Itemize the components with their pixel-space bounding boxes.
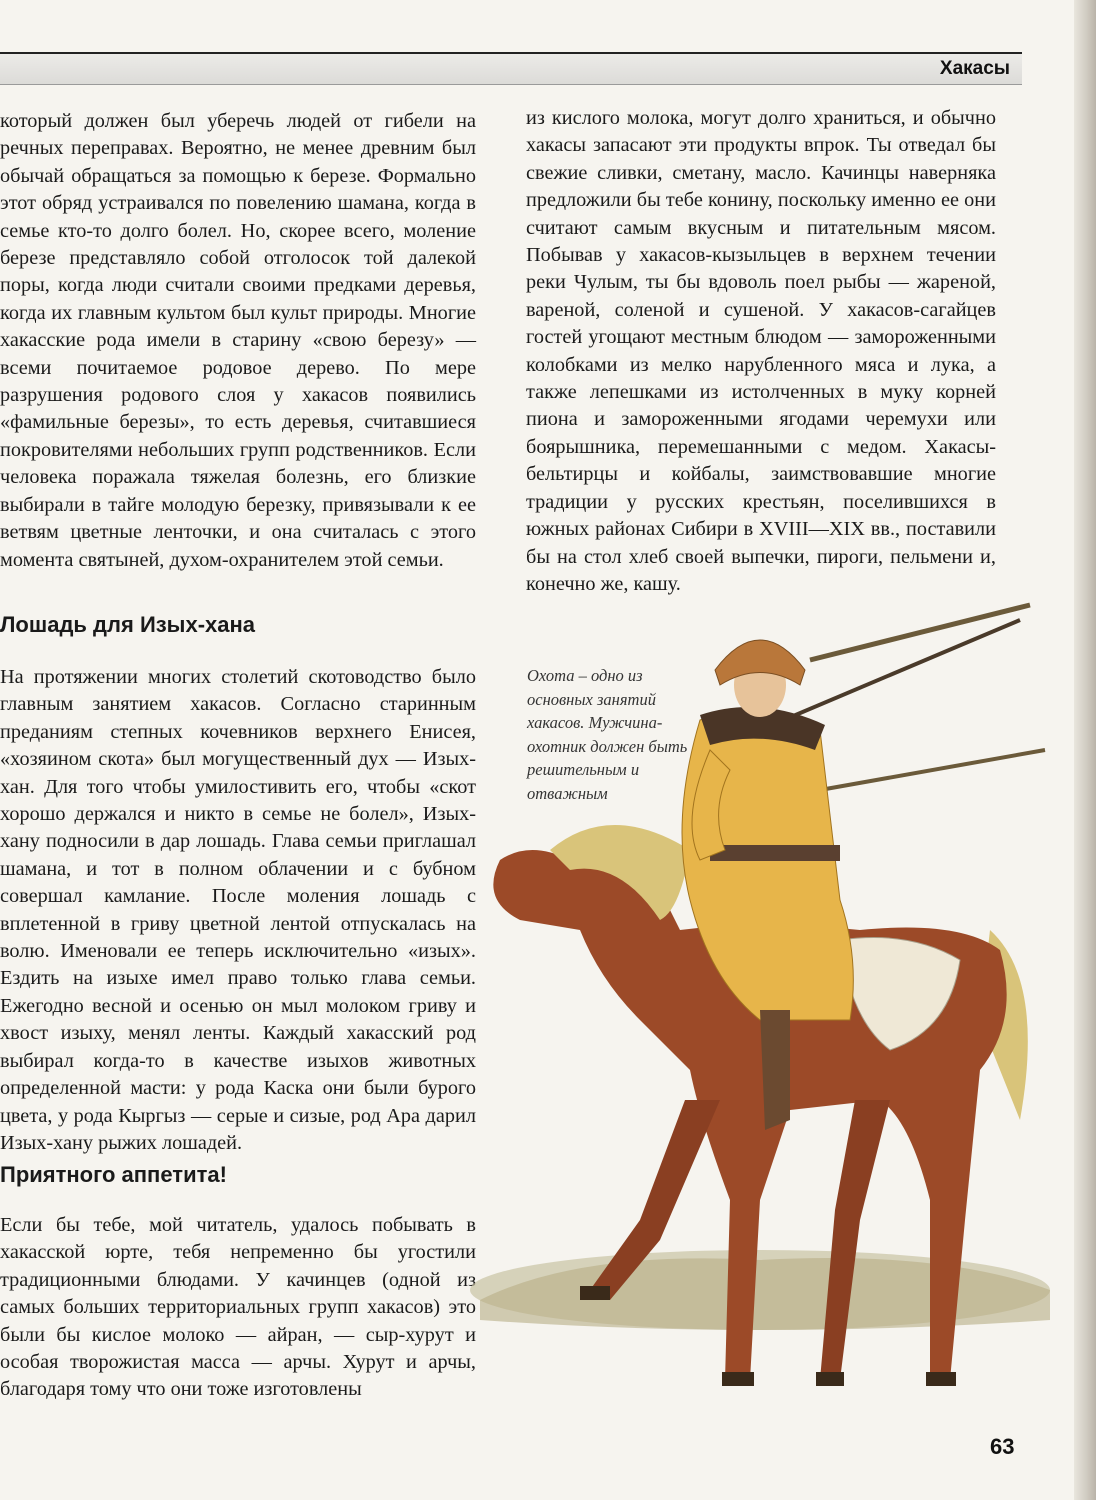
section-heading-food: Приятного аппетита! xyxy=(0,1162,227,1187)
right-column xyxy=(526,105,996,598)
section-heading-horse: Лошадь для Изых-хана xyxy=(0,612,256,637)
page-number: 63 xyxy=(990,1434,1015,1459)
paragraph-intro: который должен был уберечь людей от гибели на речных переправах. Вероятно, не менее древним был обычай обращаться за помощью к березе. Формально этот обряд устраивался по повелению шамана, когда в семье кто-то долго болел. Но, скорее всего, моление березе представляло собой отголосок той далекой поры, когда люди считали своими предками деревья, когда их главным культом был культ природы. Многие хакасские рода имели в старину «свою березу» — всеми почитаемое родовое дерево. По мере разрушения родового слоя у хакасов появились «фамильные березы», то есть деревья, считавшиеся покровителями небольших групп родственников. Если человека поражала тяжелая болезнь, его близкие выбирали в тайге молодую березку, привязывали к ее ветвям цветные ленточки, и она считалась с этого момента святыней, духом-охранителем этой семьи. xyxy=(0,110,476,571)
running-header xyxy=(0,52,1022,85)
left-column xyxy=(0,108,476,574)
page-edge xyxy=(1074,0,1096,1500)
paragraph-right: из кислого молока, могут долго храниться, и обычно хакасы запасают эти продукты впрок. Ты отведал бы свежие сливки, сметану, масло. Качинцы наверняка предложили бы тебе конину, поскольку именно ее они считают самым вкусным и питательным мясом. Побывав у хакасов-кызыльцев в верхнем течении реки Чулым, ты бы вдоволь поел рыбы — жареной, вареной, соленой и сушеной. У хакасов-сагайцев гостей угощают местным блюдом — замороженными колобками из мелко нарубленного мяса и лука, а также лепешками из истолченных в муку корней пиона и замороженными ягодами черемухи или боярышника, перемешанными с медом. Хакасы-бельтирцы и койбалы, заимствовавшие многие традиции у русских крестьян, поселившихся в южных районах Сибири в XVIII—XIX вв., поставили бы на стол хлеб своей выпечки, пироги, пельмени и, конечно же, кашу. xyxy=(526,107,996,595)
paragraph-food: Если бы тебе, мой читатель, удалось побывать в хакасской юрте, тебя непременно бы угостили традиционными блюдами. У качинцев (одной из самых больших территориальных групп хакасов) это были бы кислое молоко — айран, — сыр-хурут и особая творожистая масса — арчы. Хурут и арчы, благодаря тому что они тоже изготовлены xyxy=(0,1214,476,1401)
running-header-title: Хакасы xyxy=(939,58,1010,79)
figure-caption: Охота – одно из основных занятий хакасов. Мужчина-охотник должен быть решительным и отважным xyxy=(527,666,688,803)
paragraph-horse: На протяжении многих столетий скотоводство было главным занятием хакасов. Согласно старинным преданиям степных кочевников верхнего Енисея, «хозяином скота» был могущественный дух — Изых-хан. Для того чтобы умилостивить его, чтобы «скот хорошо держался и никто в семье не болел», Изых-хану подносили в дар лошадь. Глава семьи приглашал шамана, и тот в полном облачении и с бубном совершал камлание. После моления лошадь с вплетенной в гриву цветной лентой отпускалась на волю. Именовали ее теперь исключительно «изых». Ездить на изыхе имел право только глава семьи. Ежегодно весной и осенью он мыл молоком гриву и хвост изыху, менял ленты. Каждый хакасский род выбирал когда-то в качестве изыхов животных определенной масти: у рода Каска они были бурого цвета, у рода Кыргыз — серые и сизые, род Ара дарил Изых-хану рыжих лошадей. xyxy=(0,666,476,1154)
